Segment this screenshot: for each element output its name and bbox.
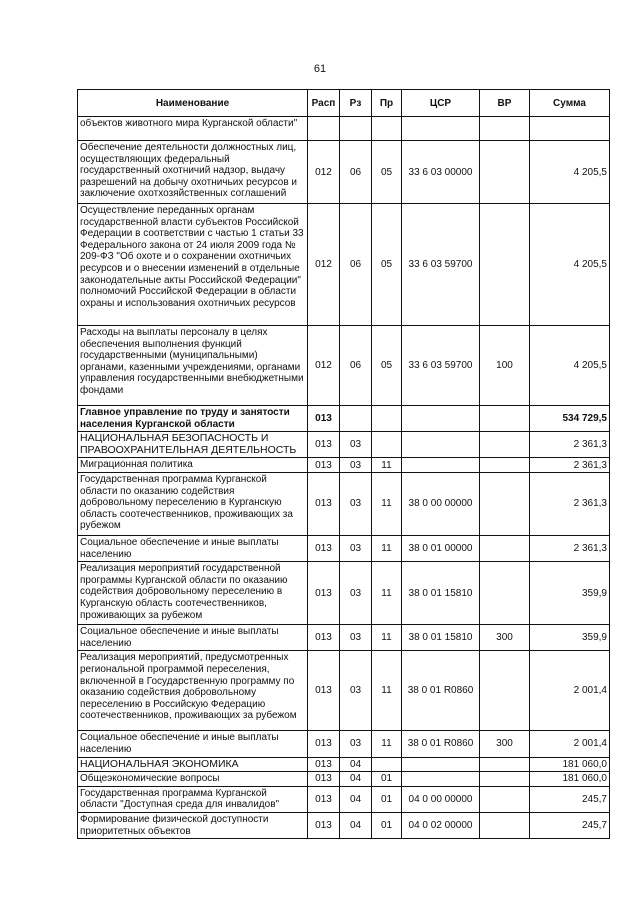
- cell-sum: 4 205,5: [530, 141, 610, 204]
- cell-name: НАЦИОНАЛЬНАЯ БЕЗОПАСНОСТЬ И ПРАВООХРАНИТЕЛЬНАЯ ДЕЯТЕЛЬНОСТЬ: [78, 432, 308, 458]
- cell-rz: 03: [340, 535, 372, 561]
- cell-rz: 06: [340, 141, 372, 204]
- cell-pr: 11: [372, 472, 402, 535]
- cell-rz: 06: [340, 204, 372, 326]
- cell-csr: 38 0 00 00000: [402, 472, 480, 535]
- cell-rasp: 013: [308, 535, 340, 561]
- table-row: [78, 117, 610, 141]
- cell-name: Социальное обеспечение и иные выплаты населению: [78, 535, 308, 561]
- cell-name: Реализация мероприятий государственной программы Курганской области по оказанию содействия добровольному переселению в Курганскую область соотечественников, проживающих за рубежом: [78, 562, 308, 625]
- cell-vr: [480, 141, 530, 204]
- table-row: [78, 772, 610, 787]
- cell-vr: [480, 535, 530, 561]
- table-row: [78, 812, 610, 838]
- cell-rz: 03: [340, 562, 372, 625]
- cell-pr: 11: [372, 562, 402, 625]
- cell-sum: 245,7: [530, 812, 610, 838]
- cell-rasp: 013: [308, 472, 340, 535]
- table-row: [78, 432, 610, 458]
- cell-csr: 33 6 03 59700: [402, 204, 480, 326]
- page-number: 61: [313, 63, 327, 75]
- cell-name: Социальное обеспечение и иные выплаты населению: [78, 731, 308, 757]
- table-row: [78, 472, 610, 535]
- cell-csr: [402, 772, 480, 787]
- cell-pr: [372, 432, 402, 458]
- header-rasp: Расп: [308, 90, 340, 117]
- cell-rasp: 013: [308, 458, 340, 473]
- cell-vr: [480, 812, 530, 838]
- cell-rz: [340, 117, 372, 141]
- table-row: [78, 204, 610, 326]
- cell-name: Государственная программа Курганской области по оказанию содействия добровольному переселению в Курганскую область соотечественников, проживающих за рубежом: [78, 472, 308, 535]
- header-pr: Пр: [372, 90, 402, 117]
- cell-name: Реализация мероприятий, предусмотренных региональной программой переселения, включенной в Государственную программу по оказанию содействия добровольному переселению в Российскую Федерацию соотечественников, проживающих за рубежом: [78, 651, 308, 731]
- cell-pr: 11: [372, 731, 402, 757]
- table-row: [78, 458, 610, 473]
- header-name: Наименование: [78, 90, 308, 117]
- cell-name: Осуществление переданных органам государственной власти субъектов Российской Федерации в соответствии с частью 1 статьи 33 Федерального закона от 24 июля 2009 года № 209-ФЗ "Об охоте и о сохранении охотничьих ресурсов и о внесении изменений в отдельные законодательные акты Российской Федерации" полномочий Российской Федерации в области охраны и использования охотничьих ресурсов: [78, 204, 308, 326]
- cell-rz: 06: [340, 326, 372, 406]
- cell-csr: [402, 757, 480, 772]
- cell-rz: [340, 406, 372, 432]
- cell-rasp: 013: [308, 432, 340, 458]
- cell-vr: 100: [480, 326, 530, 406]
- header-csr: ЦСР: [402, 90, 480, 117]
- cell-sum: 245,7: [530, 786, 610, 812]
- cell-sum: 181 060,0: [530, 757, 610, 772]
- cell-rz: 03: [340, 458, 372, 473]
- cell-pr: 11: [372, 458, 402, 473]
- cell-name: Общеэкономические вопросы: [78, 772, 308, 787]
- cell-rasp: 012: [308, 326, 340, 406]
- table-row: [78, 651, 610, 731]
- cell-rasp: 013: [308, 731, 340, 757]
- cell-vr: 300: [480, 625, 530, 651]
- cell-name: Государственная программа Курганской области "Доступная среда для инвалидов": [78, 786, 308, 812]
- cell-pr: 11: [372, 625, 402, 651]
- cell-csr: [402, 117, 480, 141]
- cell-rz: 04: [340, 757, 372, 772]
- cell-vr: [480, 562, 530, 625]
- cell-sum: 2 361,3: [530, 432, 610, 458]
- cell-csr: 38 0 01 R0860: [402, 731, 480, 757]
- cell-csr: 38 0 01 R0860: [402, 651, 480, 731]
- cell-pr: 05: [372, 204, 402, 326]
- cell-name: объектов животного мира Курганской области": [78, 117, 308, 141]
- table-row: [78, 326, 610, 406]
- cell-vr: [480, 772, 530, 787]
- cell-sum: 2 361,3: [530, 458, 610, 473]
- cell-name: Обеспечение деятельности должностных лиц, осуществляющих федеральный государственный охотничий надзор, выдачу разрешений на добычу охотничьих ресурсов и заключение охотхозяйственных соглашений: [78, 141, 308, 204]
- cell-rasp: 013: [308, 562, 340, 625]
- cell-rz: 03: [340, 651, 372, 731]
- cell-rz: 04: [340, 772, 372, 787]
- cell-pr: [372, 117, 402, 141]
- header-row: [78, 90, 610, 117]
- cell-pr: 05: [372, 326, 402, 406]
- cell-rz: 03: [340, 625, 372, 651]
- cell-rasp: [308, 117, 340, 141]
- cell-csr: [402, 406, 480, 432]
- cell-vr: [480, 472, 530, 535]
- header-rz: Рз: [340, 90, 372, 117]
- cell-name: Формирование физической доступности приоритетных объектов: [78, 812, 308, 838]
- cell-csr: 04 0 02 00000: [402, 812, 480, 838]
- cell-vr: [480, 786, 530, 812]
- cell-vr: [480, 757, 530, 772]
- cell-csr: 33 6 03 59700: [402, 326, 480, 406]
- cell-pr: 11: [372, 651, 402, 731]
- budget-table: [77, 89, 610, 839]
- cell-rasp: 013: [308, 406, 340, 432]
- cell-sum: 4 205,5: [530, 326, 610, 406]
- cell-vr: [480, 458, 530, 473]
- cell-name: Миграционная политика: [78, 458, 308, 473]
- cell-name: Расходы на выплаты персоналу в целях обеспечения выполнения функций государственными (муниципальными) органами, казенными учреждениями, органами управления государственными внебюджетными фондами: [78, 326, 308, 406]
- cell-vr: [480, 204, 530, 326]
- header-sum: Сумма: [530, 90, 610, 117]
- cell-vr: [480, 651, 530, 731]
- table-row: [78, 141, 610, 204]
- cell-rasp: 013: [308, 786, 340, 812]
- cell-pr: 11: [372, 535, 402, 561]
- cell-name: Главное управление по труду и занятости населения Курганской области: [78, 406, 308, 432]
- cell-csr: [402, 432, 480, 458]
- cell-pr: [372, 406, 402, 432]
- cell-vr: [480, 117, 530, 141]
- cell-name: НАЦИОНАЛЬНАЯ ЭКОНОМИКА: [78, 757, 308, 772]
- table-row: [78, 786, 610, 812]
- cell-sum: 4 205,5: [530, 204, 610, 326]
- cell-sum: 359,9: [530, 625, 610, 651]
- cell-csr: 33 6 03 00000: [402, 141, 480, 204]
- cell-name: Социальное обеспечение и иные выплаты населению: [78, 625, 308, 651]
- header-vr: ВР: [480, 90, 530, 117]
- cell-vr: 300: [480, 731, 530, 757]
- cell-csr: [402, 458, 480, 473]
- cell-rasp: 013: [308, 651, 340, 731]
- table-row: [78, 731, 610, 757]
- cell-vr: [480, 432, 530, 458]
- cell-pr: 01: [372, 812, 402, 838]
- cell-pr: 01: [372, 786, 402, 812]
- cell-rasp: 013: [308, 812, 340, 838]
- table-row: [78, 562, 610, 625]
- cell-pr: 05: [372, 141, 402, 204]
- cell-sum: 2 361,3: [530, 535, 610, 561]
- cell-rz: 04: [340, 786, 372, 812]
- cell-rasp: 012: [308, 204, 340, 326]
- cell-rz: 04: [340, 812, 372, 838]
- cell-vr: [480, 406, 530, 432]
- cell-sum: 2 001,4: [530, 651, 610, 731]
- cell-rasp: 012: [308, 141, 340, 204]
- table-row: [78, 757, 610, 772]
- cell-csr: 38 0 01 15810: [402, 625, 480, 651]
- cell-sum: 359,9: [530, 562, 610, 625]
- cell-sum: [530, 117, 610, 141]
- cell-sum: 2 361,3: [530, 472, 610, 535]
- cell-sum: 181 060,0: [530, 772, 610, 787]
- cell-pr: 01: [372, 772, 402, 787]
- cell-csr: 38 0 01 15810: [402, 562, 480, 625]
- cell-rz: 03: [340, 432, 372, 458]
- cell-rz: 03: [340, 731, 372, 757]
- table-row: [78, 535, 610, 561]
- cell-sum: 2 001,4: [530, 731, 610, 757]
- cell-rz: 03: [340, 472, 372, 535]
- cell-rasp: 013: [308, 757, 340, 772]
- cell-csr: 04 0 00 00000: [402, 786, 480, 812]
- cell-rasp: 013: [308, 772, 340, 787]
- cell-csr: 38 0 01 00000: [402, 535, 480, 561]
- table-row: [78, 625, 610, 651]
- cell-sum: 534 729,5: [530, 406, 610, 432]
- cell-pr: [372, 757, 402, 772]
- table-row: [78, 406, 610, 432]
- cell-rasp: 013: [308, 625, 340, 651]
